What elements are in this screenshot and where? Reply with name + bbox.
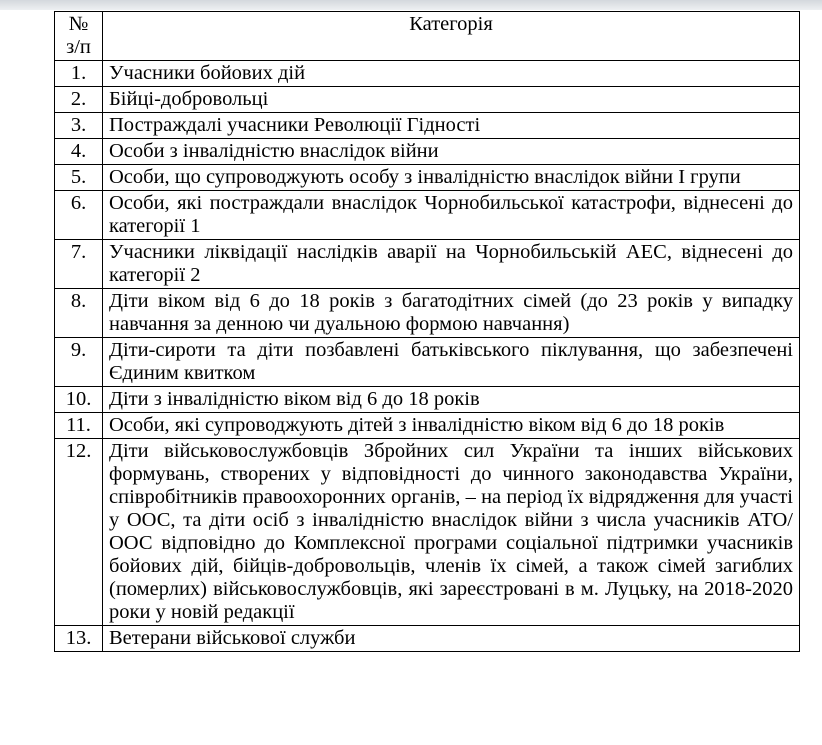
row-number: 10. (55, 387, 103, 413)
category-column-header: Категорія (103, 12, 800, 61)
number-header-symbol: № (68, 13, 89, 35)
row-number: 4. (55, 139, 103, 165)
window-top-strip (0, 0, 822, 10)
row-category: Учасники бойових дій (103, 61, 800, 87)
table-row (55, 439, 800, 626)
number-column-header (55, 12, 103, 61)
row-number: 1. (55, 61, 103, 87)
table-row (55, 289, 800, 338)
row-number: 9. (55, 338, 103, 387)
row-category: Ветерани військової служби (103, 626, 800, 652)
row-number: 13. (55, 626, 103, 652)
row-number: 7. (55, 240, 103, 289)
table-row (55, 139, 800, 165)
table-row (55, 113, 800, 139)
row-number: 3. (55, 113, 103, 139)
table-row (55, 165, 800, 191)
row-number: 8. (55, 289, 103, 338)
table-row (55, 387, 800, 413)
row-category: Особи, які супроводжують дітей з інвалідністю віком від 6 до 18 років (103, 413, 800, 439)
row-number: 6. (55, 191, 103, 240)
number-header-abbr: з/п (66, 36, 91, 58)
row-category: Учасники ліквідації наслідків аварії на Чорнобильській АЕС, віднесені до категорії 2 (103, 240, 800, 289)
row-number: 11. (55, 413, 103, 439)
table-row (55, 626, 800, 652)
table-header-row (55, 12, 800, 61)
row-category: Діти-сироти та діти позбавлені батьківського піклування, що забезпечені Єдиним квитком (103, 338, 800, 387)
table-row (55, 338, 800, 387)
row-number: 2. (55, 87, 103, 113)
row-number: 12. (55, 439, 103, 626)
table-row (55, 240, 800, 289)
category-table (54, 11, 800, 652)
row-category: Особи, які постраждали внаслідок Чорнобильської катастрофи, віднесені до категорії 1 (103, 191, 800, 240)
row-category: Постраждалі учасники Революції Гідності (103, 113, 800, 139)
table-row (55, 413, 800, 439)
row-number: 5. (55, 165, 103, 191)
row-category: Особи з інвалідністю внаслідок війни (103, 139, 800, 165)
table-row (55, 191, 800, 240)
row-category: Діти віком від 6 до 18 років з багатодітних сімей (до 23 років у випадку навчання за денною чи дуальною формою навчання) (103, 289, 800, 338)
row-category: Особи, що супроводжують особу з інвалідністю внаслідок війни І групи (103, 165, 800, 191)
row-category: Діти військовослужбовців Збройних сил України та інших військових формувань, створених у відповідності до чинного законодавства України, співробітників правоохоронних органів, – на період їх відрядження для участі у ООС, та діти осіб з інвалідністю внаслідок війни з числа учасників АТО/ООС відповідно до Комплексної програми соціальної підтримки учасників бойових дій, бійців-добровольців, членів їх сімей, а також сімей загиблих (померлих) військовослужбовців, які зареєстровані в м. Луцьку, на 2018-2020 роки у новій редакції (103, 439, 800, 626)
table-row (55, 61, 800, 87)
row-category: Бійці-добровольці (103, 87, 800, 113)
row-category: Діти з інвалідністю віком від 6 до 18 років (103, 387, 800, 413)
table-row (55, 87, 800, 113)
